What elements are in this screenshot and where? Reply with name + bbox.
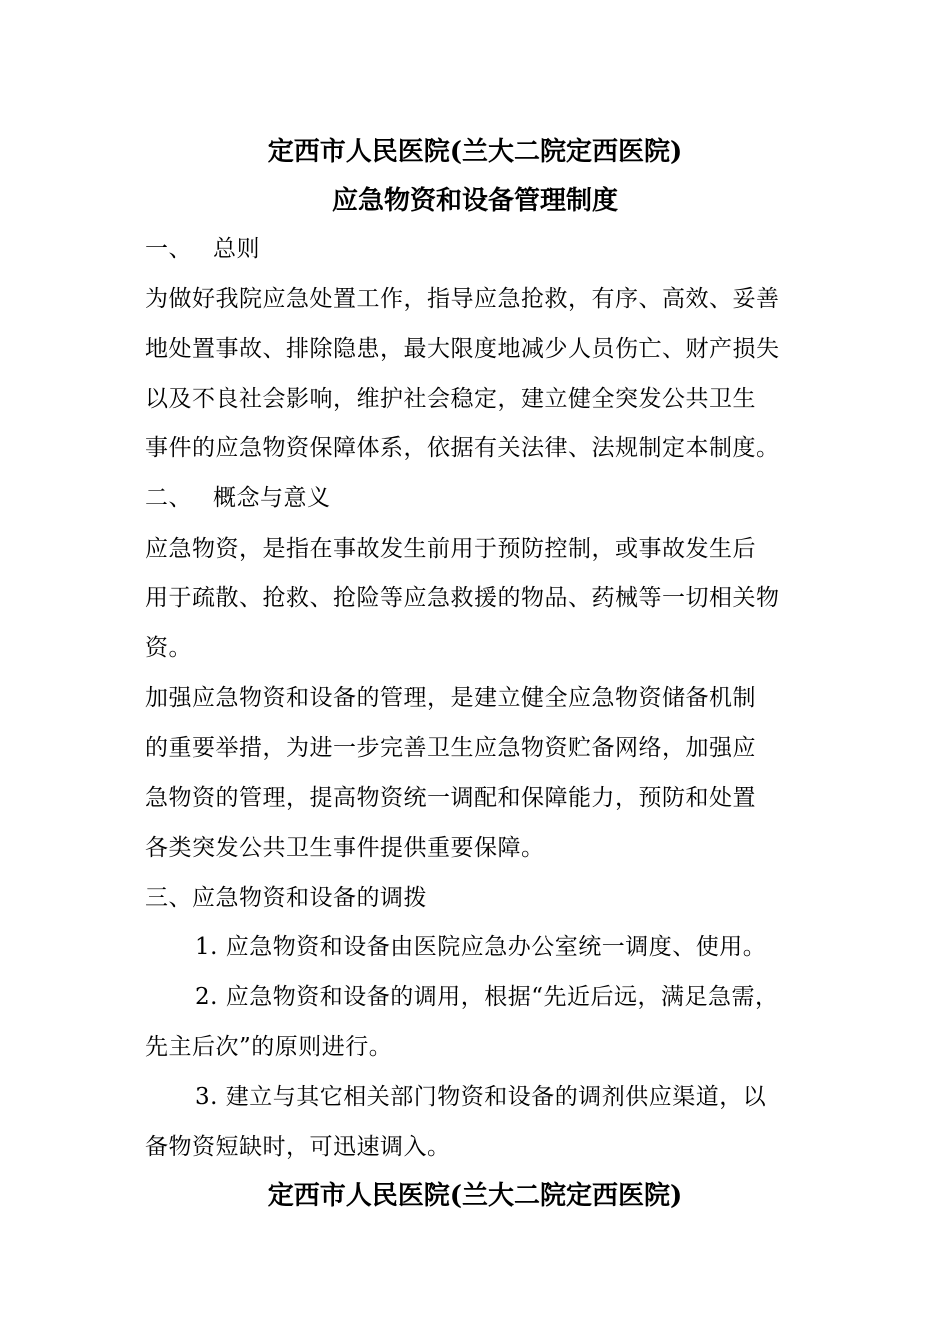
section1-heading-row (145, 231, 810, 267)
section1-line: 地处置事故、排除隐患，最大限度地减少人员伤亡、财产损失 (145, 336, 780, 362)
section2-heading-row (145, 480, 810, 516)
section3-item3-line2: 备物资短缺时，可迅速调入。 (145, 1134, 451, 1160)
section2-para1-line: 用于疏散、抢救、抢险等应急救援的物品、药械等一切相关物 (145, 585, 780, 611)
section3-heading: 三、应急物资和设备的调拨 (145, 885, 427, 911)
next-page-title: 定西市人民医院(兰大二院定西医院) (267, 1181, 683, 1211)
section1-line: 事件的应急物资保障体系，依据有关法律、法规制定本制度。 (145, 435, 780, 461)
section1-line: 为做好我院应急处置工作，指导应急抢救，有序、高效、妥善 (145, 286, 780, 312)
section1-number: 一、 (145, 236, 192, 262)
section2-para2-line: 加强应急物资和设备的管理，是建立健全应急物资储备机制 (145, 685, 756, 711)
section3-item3-line1: 3. 建立与其它相关部门物资和设备的调剂供应渠道，以 (195, 1084, 767, 1110)
section3-item2-line1: 2. 应急物资和设备的调用，根据“先近后远，满足急需， (195, 984, 779, 1010)
section2-para2-line: 的重要举措，为进一步完善卫生应急物资贮备网络，加强应 (145, 735, 756, 761)
section3-item2-line2: 先主后次”的原则进行。 (145, 1034, 393, 1060)
section1-line: 以及不良社会影响，维护社会稳定，建立健全突发公共卫生 (145, 386, 756, 412)
section2-para2-line: 各类突发公共卫生事件提供重要保障。 (145, 835, 545, 861)
section2-para1-line: 应急物资，是指在事故发生前用于预防控制，或事故发生后 (145, 536, 756, 562)
section3-item1: 1. 应急物资和设备由医院应急办公室统一调度、使用。 (195, 934, 767, 960)
section2-para1-line: 资。 (145, 635, 192, 661)
document-subtitle: 应急物资和设备管理制度 (331, 186, 618, 216)
section2-number: 二、 (145, 485, 192, 511)
section1-heading: 总则 (213, 236, 260, 262)
document-title: 定西市人民医院(兰大二院定西医院) (267, 137, 683, 167)
section2-para2-line: 急物资的管理，提高物资统一调配和保障能力，预防和处置 (145, 785, 756, 811)
section2-heading: 概念与意义 (213, 485, 331, 511)
